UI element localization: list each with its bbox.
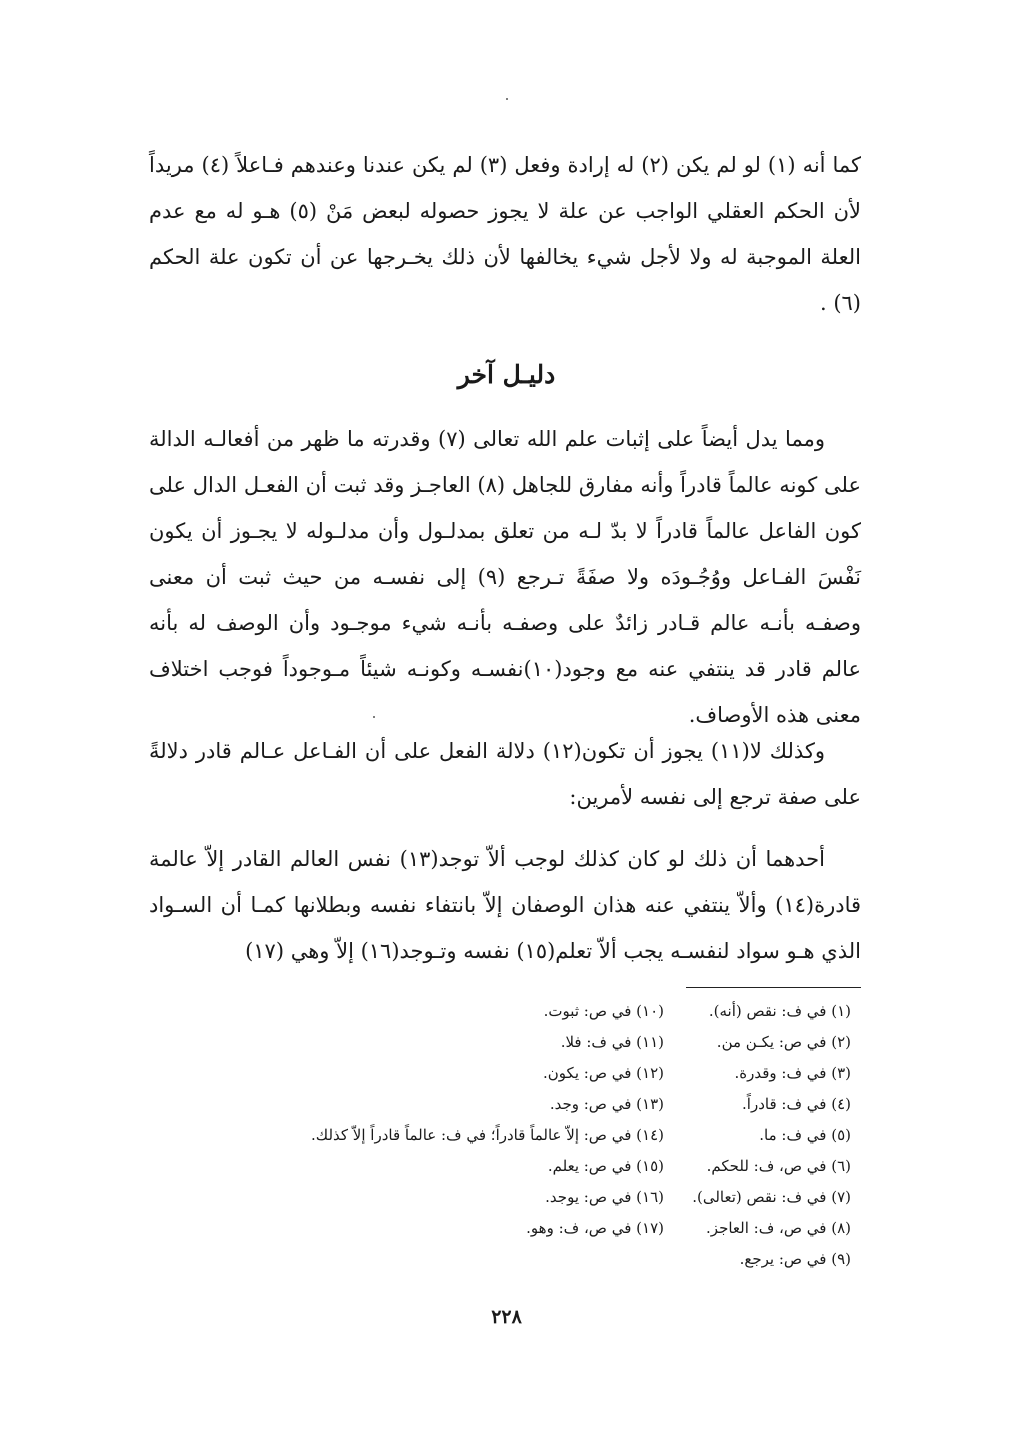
- footnote-row: [149, 1151, 861, 1182]
- footnote: (٢) في ص: يكـن من.: [716, 1033, 851, 1051]
- footnote-row: [149, 1089, 861, 1120]
- footnote: (٥) في ف: ما.: [759, 1126, 851, 1144]
- paragraph-block-1: [149, 142, 861, 326]
- paragraph-block-3: [149, 728, 861, 820]
- footnote: (١٦) في ص: يوجد.: [545, 1188, 664, 1206]
- body-paragraph: كما أنه (١) لو لم يكن (٢) له إرادة وفعل (٣) لم يكن عندنا وعندهم فـاعلاً (٤) مريداً لأن الحكم العقلي الواجب عن علة لا يجوز حصوله لبعض مَنْ (٥) هـو له مع عدم العلة الموجبة له ولا لأجل شيء يخالفها لأن ذلك يخـرجها عن أن تكون علة الحكم (٦) .: [149, 153, 862, 315]
- footnotes: [149, 996, 861, 1275]
- paragraph-block-4: [149, 836, 861, 974]
- footnote: (٦) في ص، ف: للحكم.: [706, 1157, 851, 1175]
- footnote: (٣) في ف: وقدرة.: [734, 1064, 851, 1082]
- footnote: (١٢) في ص: يكون.: [543, 1064, 664, 1082]
- footnote: (١٤) في ص: إلاّ عالماً قادراً؛ في ف: عالماً قادراً إلاّ كذلك.: [311, 1126, 664, 1144]
- page-number: ٢٢٨: [491, 1306, 522, 1328]
- footnote: (٤) في ف: قادراً.: [742, 1095, 851, 1113]
- paragraph-block-2: [149, 416, 861, 738]
- footnote: (٨) في ص، ف: العاجز.: [706, 1219, 851, 1237]
- scan-speck: [506, 98, 508, 100]
- body-paragraph: وكذلك لا(١١) يجوز أن تكون(١٢) دلالة الفعل على أن الفـاعل عـالم قادر دلالةً على صفة ترجع إلى نفسه لأمرين:: [149, 739, 861, 809]
- body-paragraph: أحدهما أن ذلك لو كان كذلك لوجب ألاّ توجد(١٣) نفس العالم القادر إلاّ عالمة قادرة(١٤) وألاّ ينتفي عنه هذان الوصفان إلاّ بانتفاء نفسه وبطلانها كمـا أن السـواد الذي هـو سواد لنفسـه يجب ألاّ تعلم(١٥) نفسه وتـوجد(١٦) إلاّ وهي (١٧): [149, 847, 861, 963]
- footnote: (٧) في ف: نقص (تعالى).: [692, 1188, 851, 1206]
- footnote: (١١) في ف: فلا.: [560, 1033, 664, 1051]
- body-paragraph: ومما يدل أيضاً على إثبات علم الله تعالى (٧) وقدرته ما ظهر من أفعالـه الدالة على كونه عالماً قادراً وأنه مفارق للجاهل (٨) العاجـز وقد ثبت أن الفعـل الدال على كون الفاعل عالماً قادراً لا بدّ لـه من تعلق بمدلـول وأن مدلـوله لا يجـوز أن يكون نَفْسَ الفـاعل ووُجُـودَه ولا صفَةً تـرجع (٩) إلى نفسـه من حيث ثبت أن معنى وصفـه بأنـه عالم قـادر زائدٌ على وصفـه بأنـه شيء موجـود وأن الوصف له بأنه عالم قادر قد ينتفي عنه مع وجود(١٠)نفسـه وكونـه شيئاً مـوجوداً فوجب اختلاف معنى هذه الأوصاف.: [149, 427, 861, 727]
- footnote-row: [149, 1244, 861, 1275]
- footnote: (١٧) في ص، ف: وهو.: [526, 1219, 664, 1237]
- footnote-row: [149, 1213, 861, 1244]
- footnote: (١) في ف: نقص (أنه).: [708, 1002, 851, 1020]
- footnote-row: [149, 1058, 861, 1089]
- footnote: (١٥) في ص: يعلم.: [547, 1157, 664, 1175]
- footnote: (٩) في ص: يرجع.: [739, 1250, 851, 1268]
- footnote: (١٣) في ص: وجد.: [549, 1095, 664, 1113]
- footnote-row: [149, 996, 861, 1027]
- footnote-row: [149, 1182, 861, 1213]
- footnote-separator: [686, 987, 861, 988]
- footnote: (١٠) في ص: ثبوت.: [543, 1002, 664, 1020]
- section-heading: دليـل آخر: [457, 360, 556, 389]
- footnote-row: [149, 1120, 861, 1151]
- footnote-row: [149, 1027, 861, 1058]
